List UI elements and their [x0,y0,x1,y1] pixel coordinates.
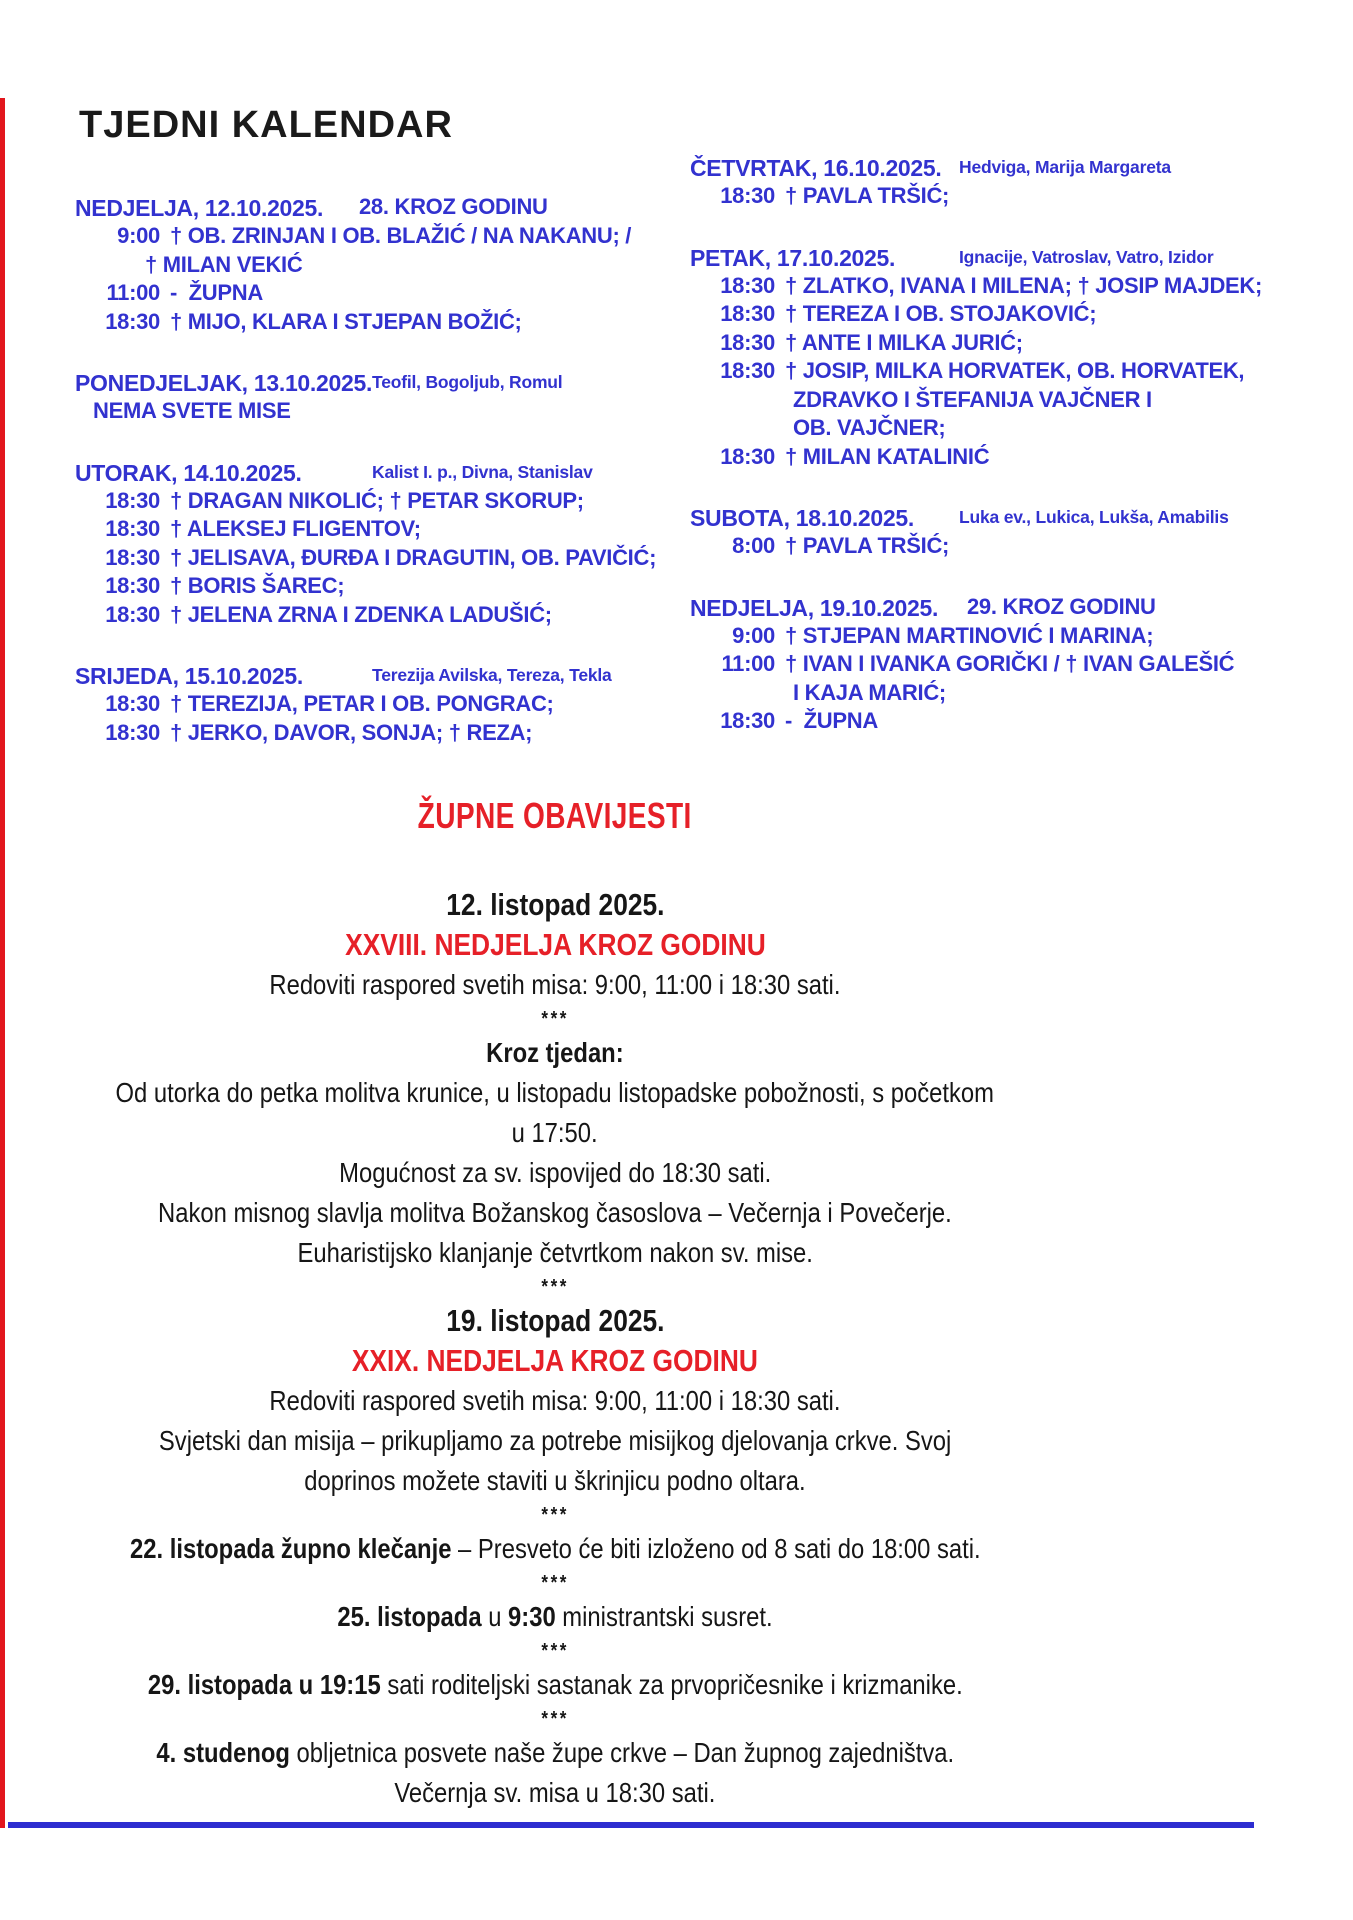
day-note: Ignacije, Vatroslav, Vatro, Izidor [959,246,1214,267]
week-line-text: Od utorka do petka molitva krunice, u listopadu listopadske pobožnosti, s početkom [115,1077,995,1108]
day-note: Terezija Avilska, Tereza, Tekla [372,665,612,685]
mass-time: 18:30 [720,272,775,298]
mass-text: † PAVLA TRŠIĆ; [785,183,950,208]
week-line [0,1193,1110,1233]
mass-time: 18:30 [105,487,160,513]
day-block-nedjelja-19 [690,594,1310,736]
section2-line [0,1461,1110,1501]
mass-time: 18:30 [105,308,160,334]
week-line-text: Nakon misnog slavlja molitva Božanskog časoslova – Večernja i Povečerje. [158,1197,952,1228]
event-item-line2-text: Večernja sv. misa u 18:30 sati. [394,1777,716,1808]
stars-separator [0,1501,1110,1529]
section2-schedule-text: Redoviti raspored svetih misa: 9:00, 11:00 i 18:30 sati. [269,1385,841,1416]
mass-time: 18:30 [105,544,160,570]
mass-time: 18:30 [720,301,775,326]
event-item-rest: obljetnica posvete naše župe crkve – Dan župnog zajedništva. [289,1737,954,1768]
mass-text: † ALEKSEJ FLIGENTOV; [170,516,421,541]
day-note: 28. KROZ GODINU [359,194,548,219]
mass-line [75,690,685,719]
day-note: Hedviga, Marija Margareta [959,157,1171,177]
day-block-subota-18 [690,504,1310,561]
mass-line [75,544,685,573]
event-item-mid: u [481,1601,509,1632]
mass-text: † JERKO, DAVOR, SONJA; † REZA; [170,719,533,745]
day-note: 29. KROZ GODINU [967,593,1156,619]
event-item-25-listopada [0,1597,1110,1637]
mass-text: † TEREZA I OB. STOJAKOVIĆ; [785,301,1097,326]
mass-time: 18:30 [720,329,775,355]
mass-text: † OB. ZRINJAN I OB. BLAŽIĆ / NA NAKANU; / [170,223,632,248]
week-line [0,1113,1110,1153]
section2-date [0,1301,1110,1341]
event-item-rest: – Presveto će biti izloženo od 8 sati do 18:00 sati. [451,1533,981,1564]
mass-text: † JOSIP, MILKA HORVATEK, OB. HORVATEK, [785,358,1245,383]
announcements-heading-text: ŽUPNE OBAVIJESTI [417,795,693,836]
section1-date-text: 12. listopad 2025. [445,887,665,922]
section1-schedule [0,965,1110,1005]
stars-text: *** [541,1504,569,1526]
mass-line [690,443,1310,472]
event-item-lead: 29. listopada u 19:15 [147,1669,381,1700]
day-name: ČETVRTAK, 16.10.2025. [690,155,942,181]
mass-text: OB. VAJČNER; [793,415,946,440]
day-name: PONEDJELJAK, 13.10.2025. [75,370,373,396]
day-header [75,369,685,397]
mass-line [75,515,685,544]
mass-time: 18:30 [105,719,160,745]
mass-line [75,397,685,426]
day-block-nedjelja-12 [75,194,685,336]
mass-line [75,251,685,280]
event-item-text [337,1597,772,1637]
section2-subtitle-text: XXIX. NEDJELJA KROZ GODINU [351,1343,759,1378]
mass-text: † BORIS ŠAREC; [170,573,345,598]
mass-text: † ZLATKO, IVANA I MILENA; † JOSIP MAJDEK; [785,272,1263,298]
mass-time: 18:30 [105,573,160,598]
mass-line [75,572,685,601]
mass-text: † JELENA ZRNA I ZDENKA LADUŠIĆ; [170,601,552,627]
mass-text: † MIJO, KLARA I STJEPAN BOŽIĆ; [170,308,522,334]
mass-line [690,182,1310,211]
day-block-ponedjeljak-13 [75,369,685,426]
section2-line [0,1421,1110,1461]
mass-line [75,279,685,308]
section2-subtitle [0,1341,1110,1381]
stars-text: *** [541,1640,569,1662]
week-line [0,1153,1110,1193]
mass-line [690,650,1310,679]
event-item-rest: ministrantski susret. [555,1601,773,1632]
mass-time: 18:30 [105,601,160,627]
day-block-petak-17 [690,244,1310,472]
mass-time: 9:00 [117,223,160,248]
week-line-text: u 17:50. [511,1117,599,1148]
event-item-lead: 25. listopada [337,1601,482,1632]
section2-line-text: doprinos možete staviti u škrinjicu podno oltara. [304,1465,806,1496]
event-item-text [156,1733,954,1773]
mass-text: NEMA SVETE MISE [93,398,291,423]
day-header [690,504,1310,532]
mass-text: - ŽUPNA [785,708,878,733]
calendar-column-left [75,194,685,780]
day-block-srijeda-15 [75,662,685,747]
day-header [690,244,1310,272]
mass-line [75,719,685,748]
stars-text: *** [541,1572,569,1594]
stars-separator [0,1005,1110,1033]
mass-line [75,601,685,630]
mass-line [690,329,1310,358]
section2-schedule [0,1381,1110,1421]
mass-text: † IVAN I IVANKA GORIČKI / † IVAN GALEŠIĆ [785,651,1235,676]
mass-text: † MILAN VEKIĆ [145,251,303,277]
mass-text: ZDRAVKO I ŠTEFANIJA VAJČNER I [793,386,1152,412]
stars-text: *** [541,1276,569,1298]
day-block-cetvrtak-16 [690,154,1310,211]
event-item-lead: 22. listopada župno klečanje [129,1533,452,1564]
mass-line [690,707,1310,736]
day-name: NEDJELJA, 19.10.2025. [690,594,939,621]
week-title-text: Kroz tjedan: [486,1037,624,1068]
mass-text: † JELISAVA, ĐURĐA I DRAGUTIN, OB. PAVIČIĆ; [170,544,657,570]
mass-line [690,532,1310,561]
page-bottom-border [8,1822,1254,1828]
stars-separator [0,1569,1110,1597]
mass-text: † ANTE I MILKA JURIĆ; [785,329,1023,355]
mass-time: 9:00 [732,622,775,648]
mass-text: † PAVLA TRŠIĆ; [785,533,950,558]
mass-line [690,414,1310,443]
stars-separator [0,1273,1110,1301]
stars-text: *** [541,1708,569,1730]
event-item-text [130,1529,981,1569]
week-line [0,1233,1110,1273]
day-note: Kalist I. p., Divna, Stanislav [372,461,593,482]
event-item-22-listopada [0,1529,1110,1569]
announcements-heading [0,793,1110,839]
mass-time: 8:00 [732,533,775,558]
mass-text: - ŽUPNA [170,280,263,305]
mass-text: † MILAN KATALINIĆ [785,443,990,469]
day-header [690,154,1310,182]
mass-line [690,357,1310,386]
day-name: SRIJEDA, 15.10.2025. [75,663,303,689]
mass-text: I KAJA MARIĆ; [793,679,946,705]
week-line-text: Mogućnost za sv. ispovijed do 18:30 sati. [338,1157,772,1188]
section1-date [0,885,1110,925]
event-item-time: 9:30 [508,1601,556,1632]
mass-time: 18:30 [105,691,160,716]
mass-text: † STJEPAN MARTINOVIĆ I MARINA; [785,622,1154,648]
mass-line [75,222,685,251]
stars-separator [0,1705,1110,1733]
mass-time: 11:00 [721,651,775,676]
day-block-utorak-14 [75,459,685,630]
day-header [75,194,685,222]
day-note: Luka ev., Lukica, Lukša, Amabilis [959,507,1229,527]
mass-time: 18:30 [720,708,775,733]
mass-line [690,622,1310,651]
event-item-text [148,1665,963,1705]
page-title: TJEDNI KALENDAR [79,104,453,146]
section1-schedule-text: Redoviti raspored svetih misa: 9:00, 11:00 i 18:30 sati. [269,969,841,1000]
day-header [75,662,685,690]
mass-line [690,272,1310,301]
mass-line [75,487,685,516]
event-item-rest: sati roditeljski sastanak za prvopričesnike i krizmanike. [380,1669,963,1700]
event-item-29-listopada [0,1665,1110,1705]
stars-text: *** [541,1008,569,1030]
event-item-4-studenog-line2 [0,1773,1110,1813]
day-name: SUBOTA, 18.10.2025. [690,505,914,531]
day-note: Teofil, Bogoljub, Romul [372,372,563,392]
week-line [0,1073,1110,1113]
event-item-lead: 4. studenog [156,1737,290,1768]
mass-line [690,300,1310,329]
section1-subtitle-text: XXVIII. NEDJELJA KROZ GODINU [344,927,766,962]
mass-line [75,308,685,337]
section1-subtitle [0,925,1110,965]
event-item-4-studenog [0,1733,1110,1773]
mass-line [690,679,1310,708]
mass-line [690,386,1310,415]
week-line-text: Euharistijsko klanjanje četvrtkom nakon sv. mise. [297,1237,813,1268]
announcements-section [0,793,1110,1813]
day-name: UTORAK, 14.10.2025. [75,459,302,486]
day-name: NEDJELJA, 12.10.2025. [75,195,324,221]
day-name: PETAK, 17.10.2025. [690,244,896,271]
week-title [0,1033,1110,1073]
mass-time: 18:30 [720,443,775,469]
mass-time: 18:30 [105,516,160,541]
calendar-column-right [690,154,1310,769]
section2-date-text: 19. listopad 2025. [445,1303,665,1338]
day-header [75,459,685,487]
mass-time: 18:30 [720,358,775,383]
section2-line-text: Svjetski dan misija – prikupljamo za potrebe misijkog djelovanja crkve. Svoj [158,1425,952,1456]
mass-time: 18:30 [720,183,775,208]
stars-separator [0,1637,1110,1665]
mass-text: † DRAGAN NIKOLIĆ; † PETAR SKORUP; [170,487,584,513]
mass-text: † TEREZIJA, PETAR I OB. PONGRAC; [170,691,554,716]
day-header [690,594,1310,622]
mass-time: 11:00 [106,280,160,305]
